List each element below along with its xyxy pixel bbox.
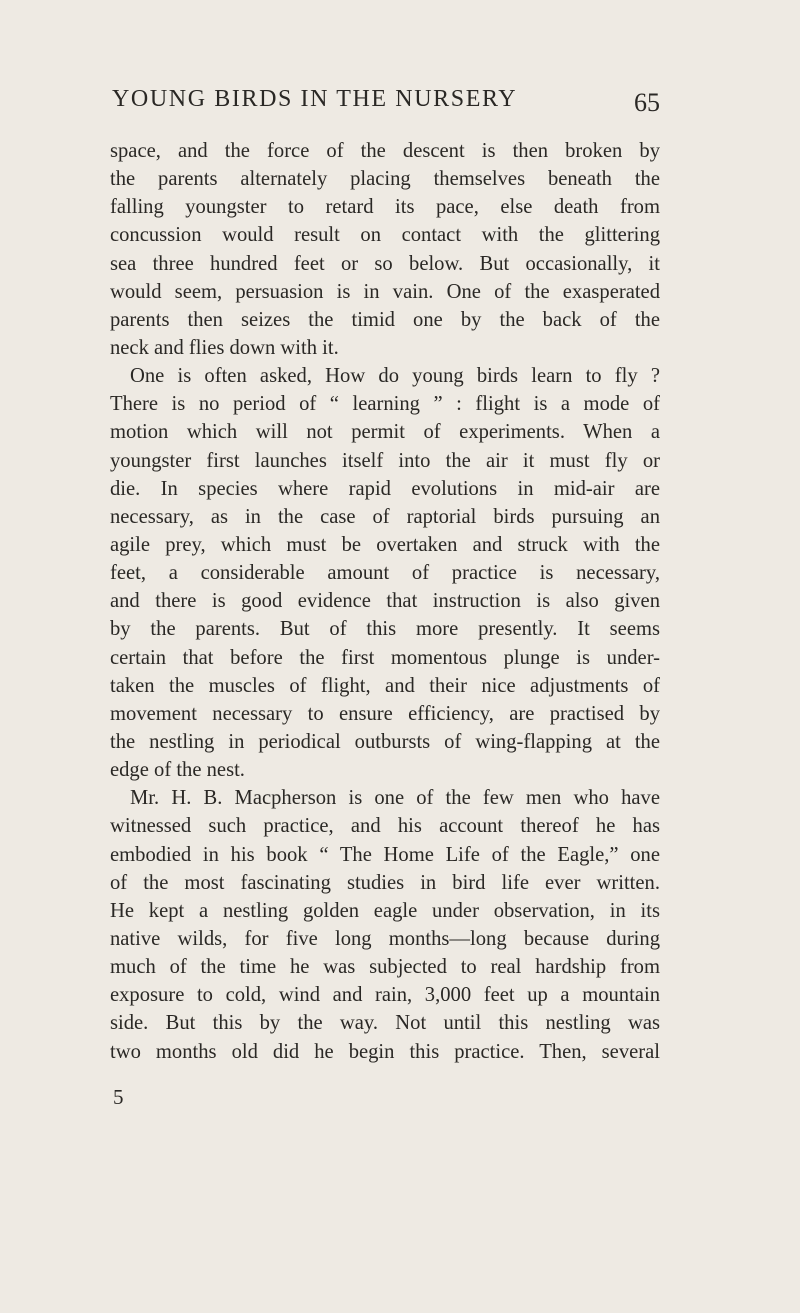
text-line: agile prey, which must be overtaken and struck with the xyxy=(110,533,660,556)
text-line: necessary, as in the case of raptorial birds pursuing an xyxy=(110,505,660,528)
text-line: There is no period of “ learning ” : flight is a mode of xyxy=(110,393,660,416)
running-title: YOUNG BIRDS IN THE NURSERY xyxy=(112,86,518,112)
text-line: side. But this by the way. Not until this nestling was xyxy=(110,1012,660,1035)
text-line: certain that before the first momentous plunge is under- xyxy=(110,646,660,669)
running-head xyxy=(112,86,660,122)
body-text xyxy=(110,137,660,1066)
text-line: two months old did he begin this practice. Then, several xyxy=(110,1040,660,1063)
text-line: He kept a nestling golden eagle under observation, in its xyxy=(110,899,660,922)
page-number: 65 xyxy=(634,88,660,117)
text-line: embodied in his book “ The Home Life of the Eagle,” one xyxy=(110,843,660,866)
text-line: witnessed such practice, and his account thereof he has xyxy=(110,815,660,838)
text-line: the nestling in periodical outbursts of wing-flapping at the xyxy=(110,730,660,753)
paragraph xyxy=(110,362,660,784)
text-line: by the parents. But of this more presently. It seems xyxy=(110,618,660,641)
text-line: motion which will not permit of experiments. When a xyxy=(110,421,660,444)
text-line: would seem, persuasion is in vain. One of the exasperated xyxy=(110,280,660,303)
text-line: edge of the nest. xyxy=(110,759,245,782)
text-line: sea three hundred feet or so below. But occasionally, it xyxy=(110,252,660,275)
text-line: concussion would result on contact with the glittering xyxy=(110,224,660,247)
paragraph xyxy=(110,137,660,362)
text-line: native wilds, for five long months—long because during xyxy=(110,927,660,950)
text-line: and there is good evidence that instruction is also given xyxy=(110,590,660,613)
text-line: die. In species where rapid evolutions in mid-air are xyxy=(110,477,660,500)
text-line: of the most fascinating studies in bird life ever written. xyxy=(110,871,660,894)
text-line: neck and flies down with it. xyxy=(110,336,339,359)
text-line: One is often asked, How do young birds learn to fly ? xyxy=(130,365,660,388)
text-line: movement necessary to ensure efficiency, are practised by xyxy=(110,702,660,725)
text-line: the parents alternately placing themselves beneath the xyxy=(110,168,660,191)
text-line: parents then seizes the timid one by the back of the xyxy=(110,308,660,331)
text-line: youngster first launches itself into the air it must fly or xyxy=(110,449,660,472)
text-line: falling youngster to retard its pace, else death from xyxy=(110,196,660,219)
text-line: exposure to cold, wind and rain, 3,000 feet up a mountain xyxy=(110,984,660,1007)
text-line: feet, a considerable amount of practice is necessary, xyxy=(110,562,660,585)
text-line: space, and the force of the descent is then broken by xyxy=(110,140,660,162)
signature-mark: 5 xyxy=(113,1085,124,1109)
text-line: taken the muscles of flight, and their nice adjustments of xyxy=(110,674,660,697)
paragraph xyxy=(110,784,660,1065)
text-line: much of the time he was subjected to real hardship from xyxy=(110,956,660,979)
text-line: Mr. H. B. Macpherson is one of the few men who have xyxy=(130,787,660,810)
